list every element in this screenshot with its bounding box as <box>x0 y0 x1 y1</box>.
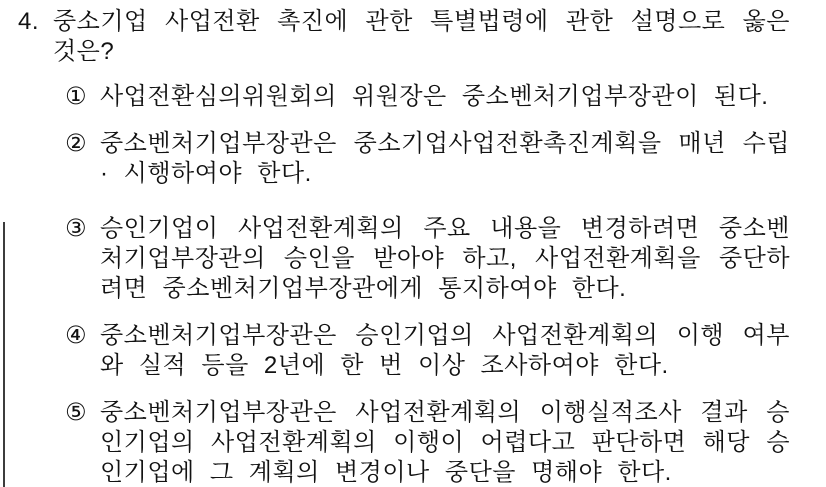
option-3-marker: ③ <box>65 215 87 242</box>
option-2 <box>65 129 826 189</box>
option-1 <box>65 82 826 112</box>
option-3 <box>65 214 826 304</box>
option-1-text: 사업전환심의위원회의 위원장은 중소벤처기업부장관이 된다. <box>100 83 769 110</box>
question-block <box>0 0 826 67</box>
option-5 <box>65 398 826 487</box>
option-3-text: 승인기업이 사업전환계획의 주요 내용을 변경하려면 중소벤처기업부장관의 승인을 받아야 하고, 사업전환계획을 중단하려면 중소벤처기업부장관에게 통지하여야 한다. <box>100 215 790 302</box>
question-number: 4. <box>18 8 40 35</box>
option-1-marker: ① <box>65 83 87 110</box>
option-4-text: 중소벤처기업부장관은 승인기업의 사업전환계획의 이행 여부와 실적 등을 2년에 한 번 이상 조사하여야 한다. <box>100 322 790 379</box>
option-5-marker: ⑤ <box>65 399 87 426</box>
option-4 <box>65 321 826 381</box>
option-4-marker: ④ <box>65 322 87 349</box>
option-2-marker: ② <box>65 130 87 157</box>
left-margin-rule <box>3 222 5 487</box>
question-text: 중소기업 사업전환 촉진에 관한 특별법령에 관한 설명으로 옳은 것은? <box>53 8 790 65</box>
option-2-text: 중소벤처기업부장관은 중소기업사업전환촉진계획을 매년 수립 · 시행하여야 한다. <box>100 130 790 187</box>
option-5-text: 중소벤처기업부장관은 사업전환계획의 이행실적조사 결과 승인기업의 사업전환계획의 이행이 어렵다고 판단하면 해당 승인기업에 그 계획의 변경이나 중단을 명해야 한다. <box>100 399 790 486</box>
options-list <box>65 82 826 487</box>
